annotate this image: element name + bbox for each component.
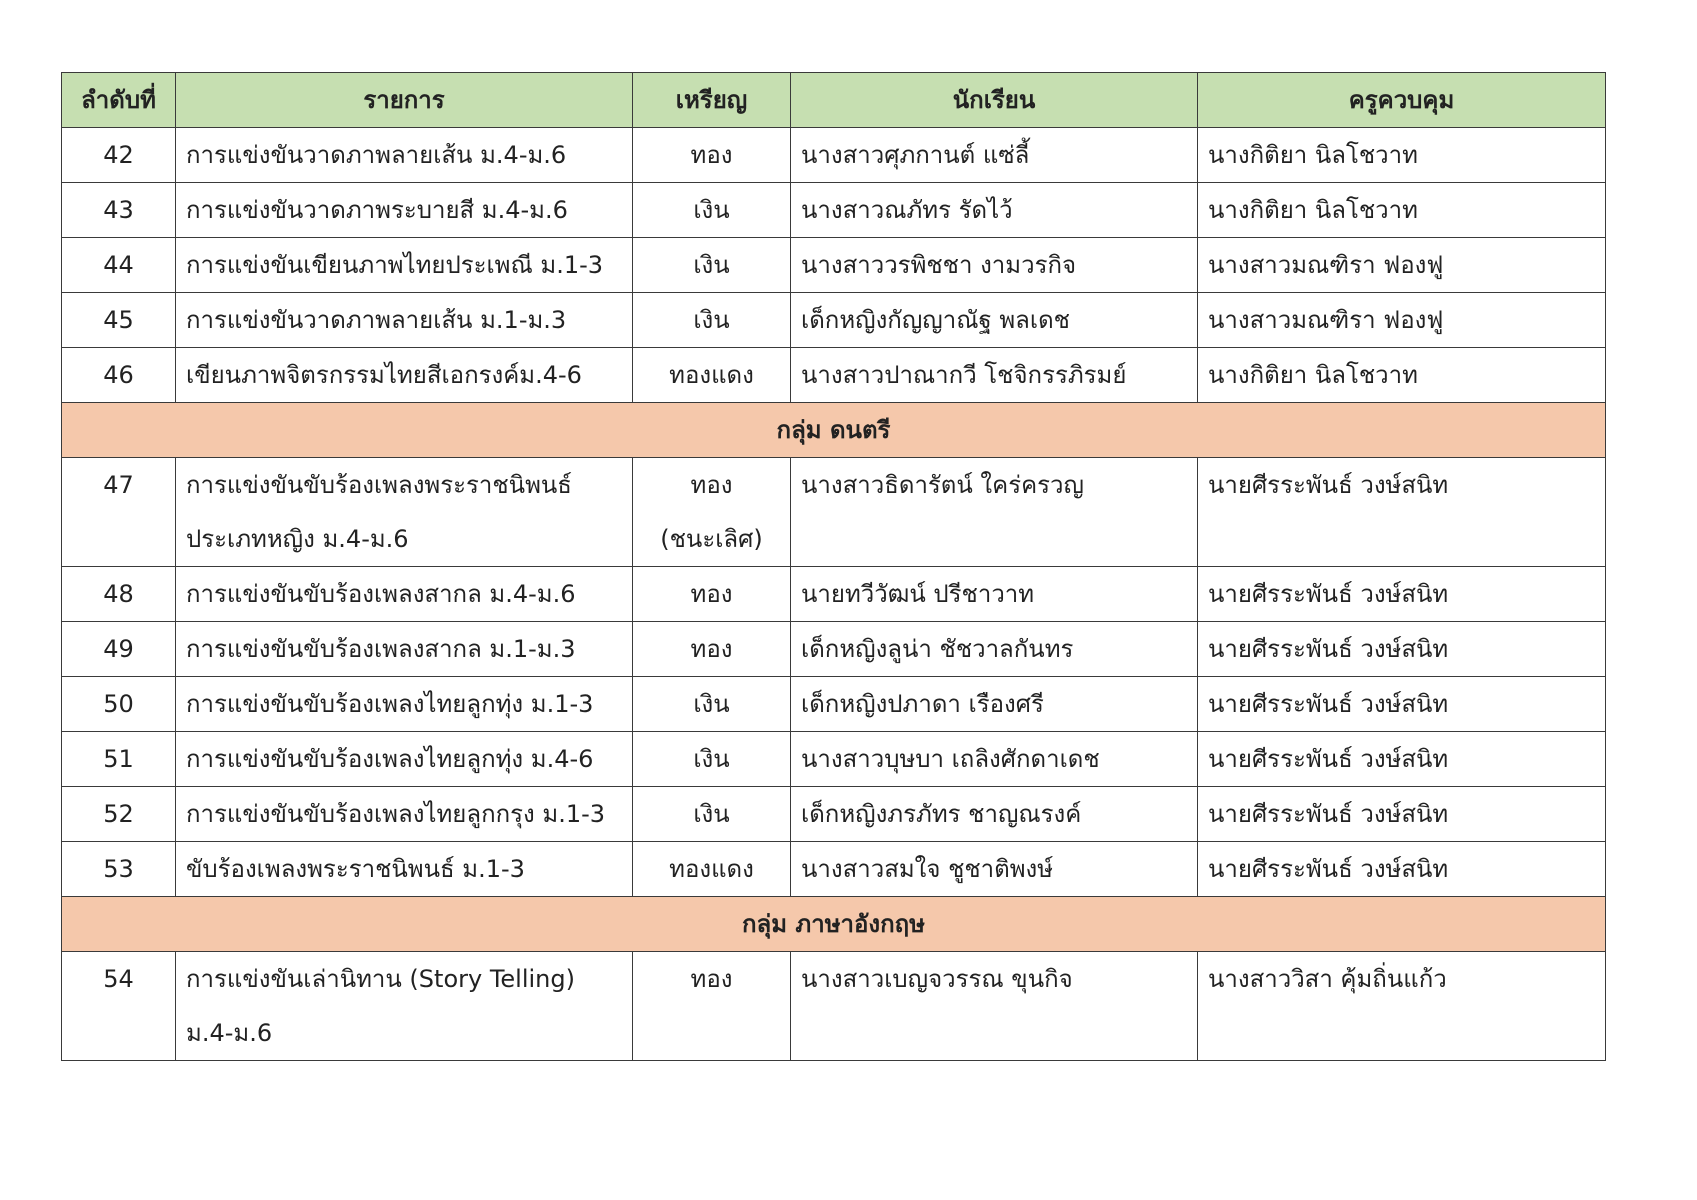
- cell-medal: [633, 677, 791, 732]
- cell-medal-line: (ชนะเลิศ): [660, 525, 763, 553]
- group-title: กลุ่ม ภาษาอังกฤษ: [62, 897, 1606, 952]
- header-num: ลำดับที่: [62, 73, 176, 128]
- group-row: [62, 403, 1606, 458]
- cell-item-line: เขียนภาพจิตรกรรมไทยสีเอกรงค์ม.4-6: [186, 361, 582, 389]
- cell-medal: [633, 458, 791, 567]
- cell-item-line: การแข่งขันขับร้องเพลงสากล ม.4-ม.6: [186, 580, 576, 608]
- group-title: กลุ่ม ดนตรี: [62, 403, 1606, 458]
- table-row: [62, 128, 1606, 183]
- cell-item-line: การแข่งขันขับร้องเพลงพระราชนิพนธ์: [186, 471, 572, 499]
- cell-teacher: นายศีรระพันธ์ วงษ์สนิท: [1198, 677, 1606, 732]
- table-row: [62, 732, 1606, 787]
- cell-item-line: การแข่งขันขับร้องเพลงไทยลูกทุ่ง ม.4-6: [186, 745, 594, 773]
- cell-medal: [633, 952, 791, 1061]
- cell-medal-line: ทองแดง: [669, 855, 754, 883]
- table-row: [62, 842, 1606, 897]
- cell-item: [176, 677, 633, 732]
- table-row: [62, 238, 1606, 293]
- cell-item-line: การแข่งขันวาดภาพลายเส้น ม.4-ม.6: [186, 141, 567, 169]
- cell-item-line: ประเภทหญิง ม.4-ม.6: [186, 525, 409, 553]
- cell-teacher: นางกิติยา นิลโชวาท: [1198, 183, 1606, 238]
- header-row: [62, 73, 1606, 128]
- table-body: [62, 128, 1606, 1061]
- cell-student: เด็กหญิงลูน่า ชัชวาลกันทร: [791, 622, 1198, 677]
- header-student: นักเรียน: [791, 73, 1198, 128]
- cell-teacher: นางกิติยา นิลโชวาท: [1198, 128, 1606, 183]
- cell-teacher: นายศีรระพันธ์ วงษ์สนิท: [1198, 458, 1606, 567]
- cell-student: นางสาวปาณากวี โชจิกรรภิรมย์: [791, 348, 1198, 403]
- cell-student: นางสาวสมใจ ชูชาติพงษ์: [791, 842, 1198, 897]
- cell-medal-line: เงิน: [693, 800, 730, 828]
- cell-item: [176, 348, 633, 403]
- results-table: [61, 72, 1606, 1061]
- cell-teacher: นายศีรระพันธ์ วงษ์สนิท: [1198, 732, 1606, 787]
- cell-student: เด็กหญิงกัญญาณัฐ พลเดช: [791, 293, 1198, 348]
- cell-medal: [633, 842, 791, 897]
- cell-medal: [633, 183, 791, 238]
- cell-medal: [633, 622, 791, 677]
- table-row: [62, 183, 1606, 238]
- cell-num: 49: [62, 622, 176, 677]
- cell-student: นางสาวธิดารัตน์ ใคร่ครวญ: [791, 458, 1198, 567]
- cell-item: [176, 238, 633, 293]
- cell-student: นายทวีวัฒน์ ปรีชาวาท: [791, 567, 1198, 622]
- cell-medal: [633, 238, 791, 293]
- header-medal: เหรียญ: [633, 73, 791, 128]
- cell-medal-line: ทอง: [690, 471, 733, 499]
- cell-teacher: นายศีรระพันธ์ วงษ์สนิท: [1198, 842, 1606, 897]
- cell-num: 51: [62, 732, 176, 787]
- cell-num: 45: [62, 293, 176, 348]
- cell-medal-line: เงิน: [693, 690, 730, 718]
- cell-teacher: นางสาววิสา คุ้มถิ่นแก้ว: [1198, 952, 1606, 1061]
- cell-num: 48: [62, 567, 176, 622]
- table-row: [62, 567, 1606, 622]
- table-row: [62, 348, 1606, 403]
- cell-medal: [633, 293, 791, 348]
- cell-item: [176, 128, 633, 183]
- cell-student: นางสาวเบญจวรรณ ขุนกิจ: [791, 952, 1198, 1061]
- cell-item: [176, 458, 633, 567]
- cell-item: [176, 183, 633, 238]
- table-row: [62, 293, 1606, 348]
- cell-num: 52: [62, 787, 176, 842]
- cell-item-line: การแข่งขันขับร้องเพลงสากล ม.1-ม.3: [186, 635, 576, 663]
- cell-item-line: ขับร้องเพลงพระราชนิพนธ์ ม.1-3: [186, 855, 525, 883]
- cell-item: [176, 622, 633, 677]
- cell-item: [176, 732, 633, 787]
- cell-medal-line: ทอง: [690, 635, 733, 663]
- cell-student: นางสาวณภัทร รัดไว้: [791, 183, 1198, 238]
- cell-teacher: นายศีรระพันธ์ วงษ์สนิท: [1198, 787, 1606, 842]
- cell-num: 42: [62, 128, 176, 183]
- cell-item-line: การแข่งขันวาดภาพระบายสี ม.4-ม.6: [186, 196, 568, 224]
- cell-num: 43: [62, 183, 176, 238]
- table-header: [62, 73, 1606, 128]
- cell-num: 50: [62, 677, 176, 732]
- cell-medal-line: เงิน: [693, 196, 730, 224]
- cell-teacher: นายศีรระพันธ์ วงษ์สนิท: [1198, 567, 1606, 622]
- cell-item: [176, 567, 633, 622]
- cell-teacher: นายศีรระพันธ์ วงษ์สนิท: [1198, 622, 1606, 677]
- cell-item: [176, 842, 633, 897]
- cell-student: นางสาวศุภกานต์ แซ่ลี้: [791, 128, 1198, 183]
- cell-medal-line: ทอง: [690, 141, 733, 169]
- cell-medal-line: ทองแดง: [669, 361, 754, 389]
- cell-item-line: การแข่งขันขับร้องเพลงไทยลูกกรุง ม.1-3: [186, 800, 606, 828]
- cell-teacher: นางสาวมณฑิรา ฟองฟู: [1198, 238, 1606, 293]
- table-row: [62, 622, 1606, 677]
- group-row: [62, 897, 1606, 952]
- header-teacher: ครูควบคุม: [1198, 73, 1606, 128]
- cell-medal: [633, 348, 791, 403]
- cell-medal: [633, 732, 791, 787]
- cell-medal-line: เงิน: [693, 251, 730, 279]
- cell-item-line: ม.4-ม.6: [186, 1019, 273, 1047]
- cell-item-line: การแข่งขันขับร้องเพลงไทยลูกทุ่ง ม.1-3: [186, 690, 594, 718]
- cell-student: นางสาวบุษบา เถลิงศักดาเดช: [791, 732, 1198, 787]
- table-row: [62, 458, 1606, 567]
- cell-item-line: การแข่งขันเขียนภาพไทยประเพณี ม.1-3: [186, 251, 604, 279]
- cell-item: [176, 787, 633, 842]
- table-row: [62, 677, 1606, 732]
- cell-num: 46: [62, 348, 176, 403]
- cell-medal: [633, 128, 791, 183]
- cell-teacher: นางสาวมณฑิรา ฟองฟู: [1198, 293, 1606, 348]
- cell-medal: [633, 567, 791, 622]
- cell-medal: [633, 787, 791, 842]
- cell-item: [176, 293, 633, 348]
- cell-teacher: นางกิติยา นิลโชวาท: [1198, 348, 1606, 403]
- cell-num: 47: [62, 458, 176, 567]
- cell-num: 53: [62, 842, 176, 897]
- cell-item: [176, 952, 633, 1061]
- header-item: รายการ: [176, 73, 633, 128]
- cell-student: เด็กหญิงภรภัทร ชาญณรงค์: [791, 787, 1198, 842]
- cell-student: เด็กหญิงปภาดา เรืองศรี: [791, 677, 1198, 732]
- table-row: [62, 787, 1606, 842]
- cell-num: 54: [62, 952, 176, 1061]
- table-row: [62, 952, 1606, 1061]
- cell-medal-line: เงิน: [693, 306, 730, 334]
- cell-item-line: การแข่งขันเล่านิทาน (Story Telling): [186, 965, 575, 993]
- cell-student: นางสาววรพิชชา งามวรกิจ: [791, 238, 1198, 293]
- cell-medal-line: ทอง: [690, 580, 733, 608]
- cell-medal-line: เงิน: [693, 745, 730, 773]
- cell-medal-line: ทอง: [690, 965, 733, 993]
- cell-num: 44: [62, 238, 176, 293]
- cell-item-line: การแข่งขันวาดภาพลายเส้น ม.1-ม.3: [186, 306, 567, 334]
